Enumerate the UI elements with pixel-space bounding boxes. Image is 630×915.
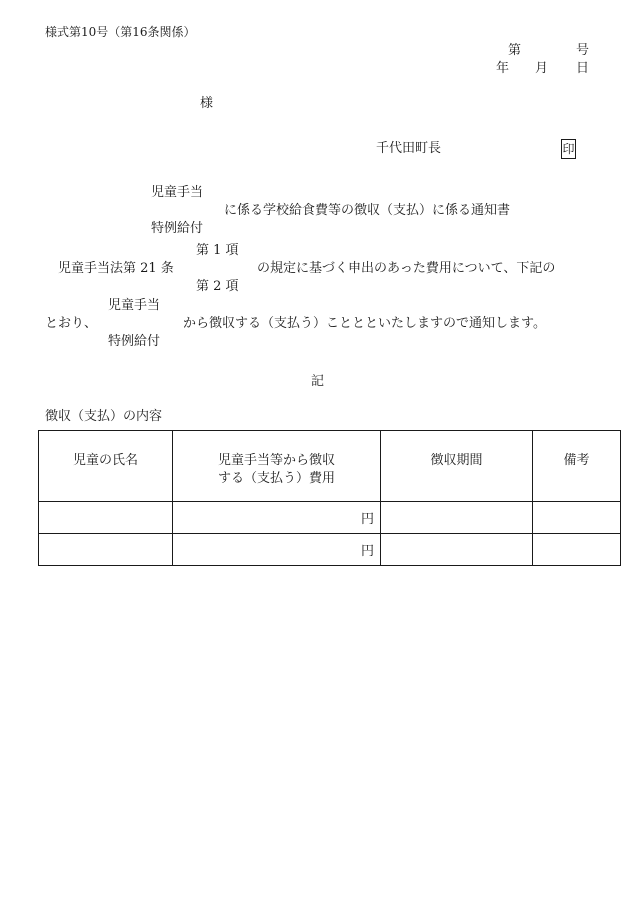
seal-mark: 印 [561,139,576,159]
title-option-special-benefit: 特例給付 [151,221,204,236]
table-row [39,534,621,566]
law-reference: 児童手当法第 21 条 [58,261,174,276]
table-row [39,502,621,534]
collection-table [38,430,621,566]
number-dai-label: 第 [508,43,522,58]
amount-cell[interactable] [173,534,381,566]
header-cost [173,431,381,502]
form-number-label: 様式第10号（第16条関係） [45,25,196,39]
header-notes: 備考 [533,431,621,502]
yen-unit: 円 [360,544,374,559]
date-year-label: 年 [496,61,510,76]
notes-cell[interactable] [533,534,621,566]
header-cost-line2: する（支払う）費用 [217,471,335,486]
notes-cell[interactable] [533,502,621,534]
body-text-line2: から徴収する（支払う）こととといたしますので通知します。 [183,316,546,331]
body-text-line1: の規定に基づく申出のあった費用について、下記の [257,261,556,276]
body-option-child-allowance: 児童手当 [108,298,161,313]
yen-unit: 円 [360,512,374,527]
header-period: 徴収期間 [381,431,533,502]
period-cell[interactable] [381,502,533,534]
ki-heading: 記 [311,374,325,389]
body-line-start: とおり、 [45,316,98,331]
child-name-cell[interactable] [39,502,173,534]
clause-option-2: 第 2 項 [196,279,239,294]
section-title: 徴収（支払）の内容 [45,409,163,424]
amount-cell[interactable] [173,502,381,534]
clause-option-1: 第 1 項 [196,243,239,258]
header-child-name: 児童の氏名 [39,431,173,502]
addressee-suffix: 様 [200,96,214,111]
date-day-label: 日 [576,61,590,76]
sender-name: 千代田町長 [376,141,442,156]
title-option-child-allowance: 児童手当 [151,185,204,200]
date-month-label: 月 [535,61,549,76]
number-go-label: 号 [576,43,590,58]
header-cost-line1: 児童手当等から徴収 [217,453,335,468]
document-title: に係る学校給食費等の徴収（支払）に係る通知書 [224,203,511,218]
period-cell[interactable] [381,534,533,566]
table-header-row [39,431,621,502]
child-name-cell[interactable] [39,534,173,566]
body-option-special-benefit: 特例給付 [108,334,161,349]
